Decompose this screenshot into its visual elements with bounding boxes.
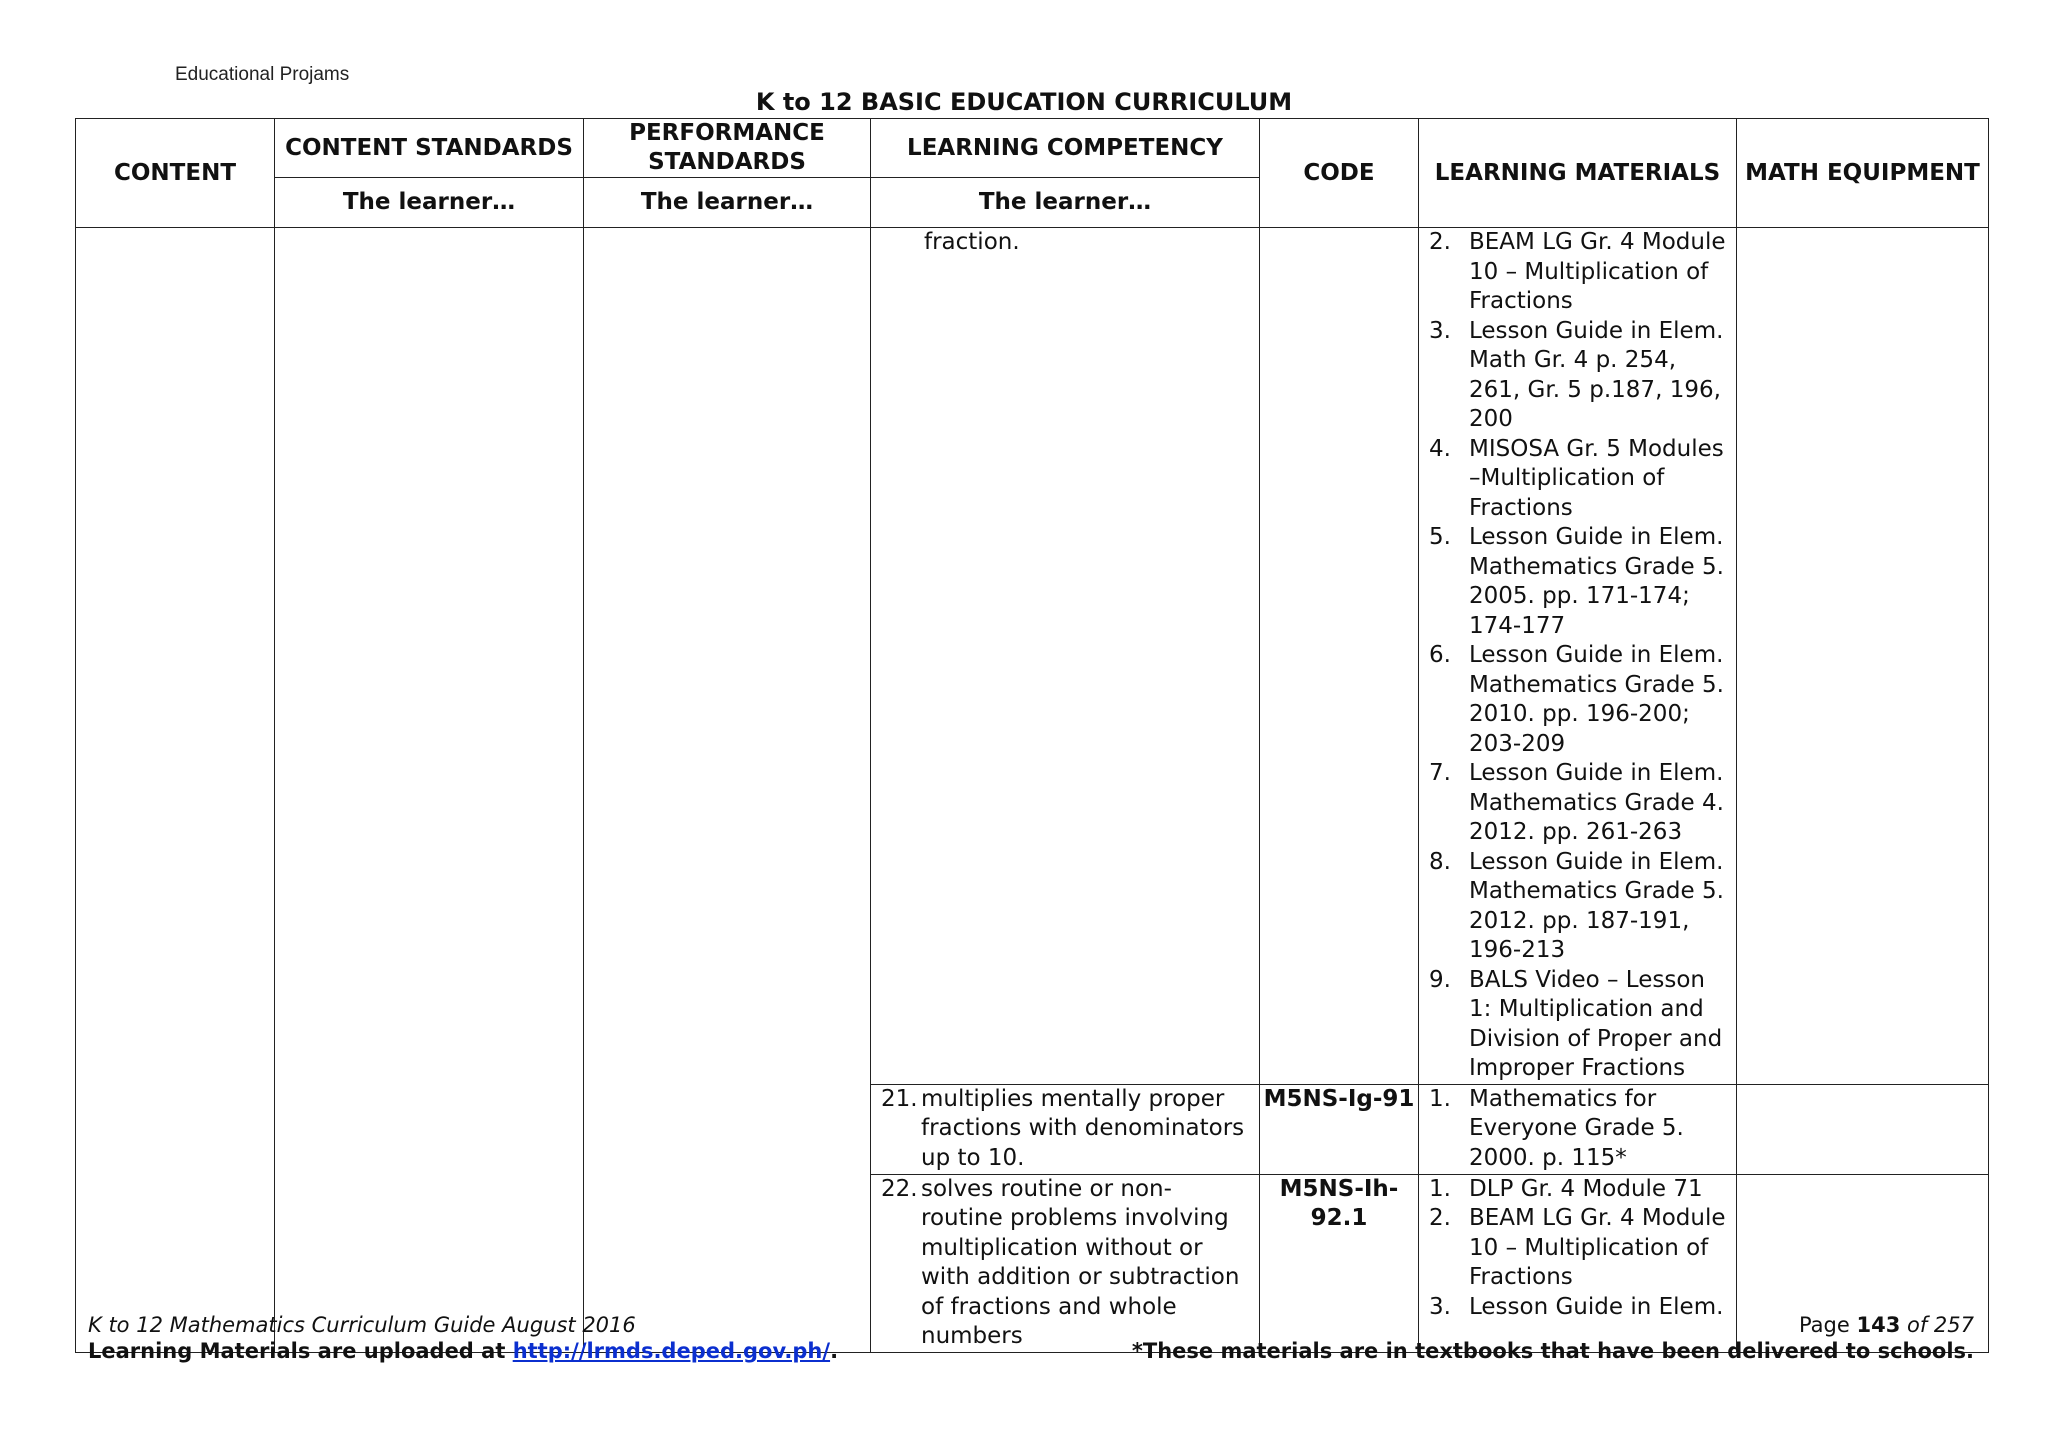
header-content-standards: CONTENT STANDARDS <box>275 119 584 178</box>
list-item: 7. Lesson Guide in Elem. Mathematics Grade 4. 2012. pp. 261-263 <box>1429 760 1724 845</box>
code-value: M5NS-Ig-91 <box>1260 1084 1419 1174</box>
list-item: 8. Lesson Guide in Elem. Mathematics Grade 5. 2012. pp. 187-191, 196-213 <box>1429 848 1724 963</box>
list-item: 9. BALS Video – Lesson 1: Multiplication and Division of Proper and Improper Fractions <box>1429 966 1723 1081</box>
header-performance-standards: PERFORMANCE STANDARDS <box>584 119 871 178</box>
page-number: 143 <box>1856 1313 1901 1337</box>
code-cell <box>1260 228 1419 1085</box>
list-item: 4. MISOSA Gr. 5 Modules –Multiplication of Fractions <box>1429 435 1724 521</box>
list-item: 1. Mathematics for Everyone Grade 5. 2000. p. 115* <box>1429 1085 1684 1171</box>
performance-standards-cell <box>584 228 871 1353</box>
list-item: 3. Lesson Guide in Elem. Math Gr. 4 p. 254, 261, Gr. 5 p.187, 196, 200 <box>1429 317 1724 432</box>
equipment-cell <box>1737 228 1989 1085</box>
materials-cell <box>1419 228 1737 1085</box>
footer-upload-text: Learning Materials are uploaded at <box>88 1339 513 1363</box>
list-item: 22. solves routine or non-routine problems involving multiplication without or with addition or subtraction of fractions and whole numbers <box>881 1175 1240 1349</box>
competency-continuation: fraction. <box>924 229 1020 255</box>
header-content: CONTENT <box>76 119 275 228</box>
header-learner-ps: The learner… <box>584 178 871 228</box>
list-item: 21. multiplies mentally proper fractions with denominators up to 10. <box>881 1085 1245 1171</box>
competency-cell <box>871 228 1260 1085</box>
lrmds-link[interactable]: http://lrmds.deped.gov.ph/ <box>512 1339 831 1363</box>
list-item: 5. Lesson Guide in Elem. Mathematics Grade 5. 2005. pp. 171-174; 174-177 <box>1429 524 1724 639</box>
header-learning-competency: LEARNING COMPETENCY <box>871 119 1260 178</box>
list-item: 1. DLP Gr. 4 Module 71 <box>1429 1175 1703 1202</box>
code-value: M5NS-Ih-92.1 <box>1260 1174 1419 1352</box>
list-item: 2. BEAM LG Gr. 4 Module 10 – Multiplication of Fractions <box>1429 1205 1726 1290</box>
footer-left <box>88 1312 838 1364</box>
list-item: 2. BEAM LG Gr. 4 Module 10 – Multiplication of Fractions <box>1429 229 1726 314</box>
footer-right <box>1132 1312 1974 1364</box>
equipment-cell <box>1737 1084 1989 1174</box>
header-learning-materials: LEARNING MATERIALS <box>1419 119 1737 228</box>
document-title: K to 12 BASIC EDUCATION CURRICULUM <box>755 88 1293 116</box>
content-standards-cell <box>275 228 584 1353</box>
page-label: Page <box>1798 1313 1857 1337</box>
header-math-equipment: MATH EQUIPMENT <box>1737 119 1989 228</box>
footer-guide: K to 12 Mathematics Curriculum Guide August 2016 <box>88 1313 636 1337</box>
watermark-text: Educational Projams <box>175 64 350 85</box>
list-item: 6. Lesson Guide in Elem. Mathematics Grade 5. 2010. pp. 196-200; 203-209 <box>1429 642 1724 757</box>
header-learner-lc: The learner… <box>871 178 1260 228</box>
competency-cell <box>871 1084 1260 1174</box>
materials-cell <box>1419 1084 1737 1174</box>
header-learner-cs: The learner… <box>275 178 584 228</box>
footer-note: *These materials are in textbooks that have been delivered to schools. <box>1131 1339 1974 1363</box>
page-total: of 257 <box>1900 1313 1974 1337</box>
page-indicator <box>1132 1312 1974 1338</box>
curriculum-table <box>75 118 1989 1353</box>
materials-list <box>1419 228 1736 1084</box>
header-code: CODE <box>1260 119 1419 228</box>
list-item: 3. Lesson Guide in Elem. <box>1429 1293 1724 1320</box>
content-cell <box>76 228 275 1353</box>
footer-upload-suffix: . <box>830 1339 839 1363</box>
